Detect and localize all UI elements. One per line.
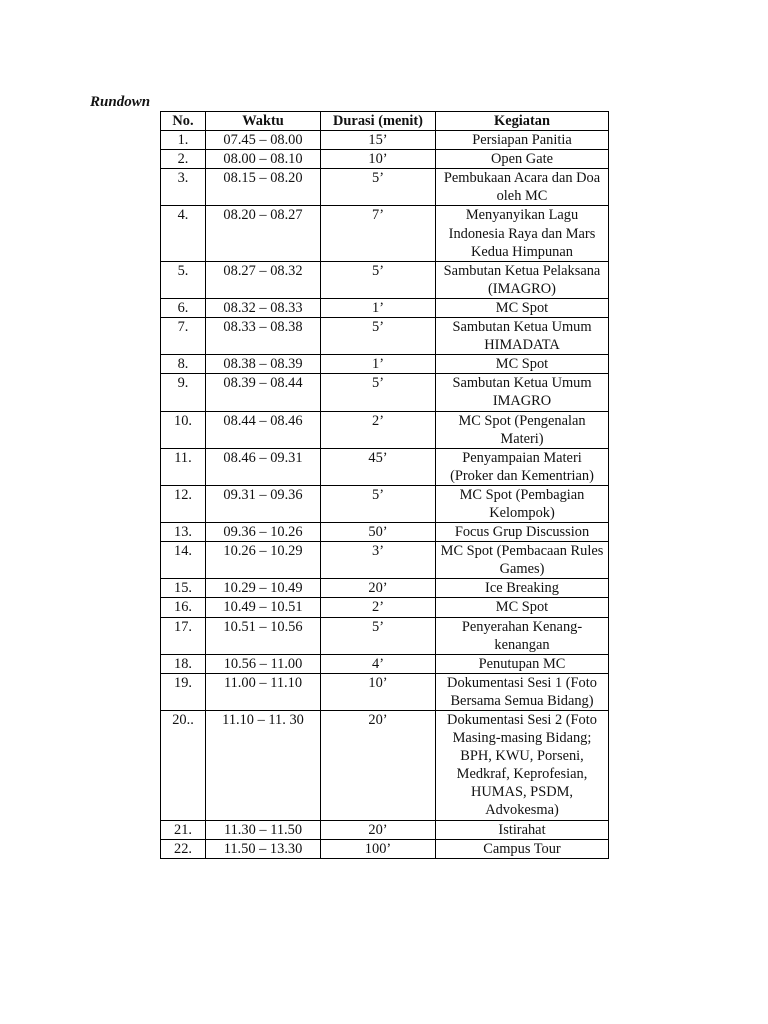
cell-waktu: 11.30 – 11.50 — [206, 820, 321, 839]
cell-durasi: 100’ — [321, 839, 436, 858]
table-row — [161, 673, 609, 710]
cell-no: 4. — [161, 206, 206, 261]
table-row — [161, 485, 609, 522]
cell-durasi: 5’ — [321, 261, 436, 298]
cell-waktu: 10.49 – 10.51 — [206, 598, 321, 617]
cell-durasi: 5’ — [321, 485, 436, 522]
cell-no: 7. — [161, 318, 206, 355]
cell-waktu: 08.27 – 08.32 — [206, 261, 321, 298]
cell-kegiatan: Ice Breaking — [436, 579, 609, 598]
cell-no: 14. — [161, 542, 206, 579]
cell-kegiatan: MC Spot (Pembacaan Rules Games) — [436, 542, 609, 579]
cell-durasi: 45’ — [321, 448, 436, 485]
table-row — [161, 261, 609, 298]
cell-durasi: 2’ — [321, 411, 436, 448]
cell-kegiatan: Penyerahan Kenang-kenangan — [436, 617, 609, 654]
header-kegiatan: Kegiatan — [436, 112, 609, 131]
cell-durasi: 3’ — [321, 542, 436, 579]
table-row — [161, 654, 609, 673]
cell-kegiatan: Penyampaian Materi (Proker dan Kementrian) — [436, 448, 609, 485]
table-row — [161, 523, 609, 542]
cell-kegiatan: Menyanyikan Lagu Indonesia Raya dan Mars Kedua Himpunan — [436, 206, 609, 261]
cell-no: 17. — [161, 617, 206, 654]
cell-kegiatan: MC Spot (Pembagian Kelompok) — [436, 485, 609, 522]
cell-no: 18. — [161, 654, 206, 673]
cell-kegiatan: Penutupan MC — [436, 654, 609, 673]
cell-kegiatan: Open Gate — [436, 150, 609, 169]
cell-durasi: 7’ — [321, 206, 436, 261]
table-row — [161, 150, 609, 169]
cell-kegiatan: MC Spot — [436, 298, 609, 317]
cell-kegiatan: Sambutan Ketua Umum HIMADATA — [436, 318, 609, 355]
table-row — [161, 355, 609, 374]
cell-waktu: 09.36 – 10.26 — [206, 523, 321, 542]
cell-waktu: 11.00 – 11.10 — [206, 673, 321, 710]
cell-no: 9. — [161, 374, 206, 411]
cell-waktu: 10.56 – 11.00 — [206, 654, 321, 673]
cell-kegiatan: Istirahat — [436, 820, 609, 839]
cell-kegiatan: Pembukaan Acara dan Doa oleh MC — [436, 169, 609, 206]
table-row — [161, 448, 609, 485]
cell-no: 15. — [161, 579, 206, 598]
cell-no: 12. — [161, 485, 206, 522]
cell-waktu: 08.44 – 08.46 — [206, 411, 321, 448]
cell-waktu: 10.26 – 10.29 — [206, 542, 321, 579]
table-row — [161, 617, 609, 654]
cell-no: 8. — [161, 355, 206, 374]
cell-durasi: 50’ — [321, 523, 436, 542]
cell-waktu: 08.38 – 08.39 — [206, 355, 321, 374]
cell-durasi: 10’ — [321, 673, 436, 710]
cell-kegiatan: Sambutan Ketua Umum IMAGRO — [436, 374, 609, 411]
cell-kegiatan: MC Spot (Pengenalan Materi) — [436, 411, 609, 448]
cell-waktu: 08.00 – 08.10 — [206, 150, 321, 169]
cell-no: 21. — [161, 820, 206, 839]
header-no: No. — [161, 112, 206, 131]
table-row — [161, 598, 609, 617]
cell-no: 16. — [161, 598, 206, 617]
table-row — [161, 839, 609, 858]
cell-kegiatan: Dokumentasi Sesi 1 (Foto Bersama Semua Bidang) — [436, 673, 609, 710]
table-header-row — [161, 112, 609, 131]
cell-durasi: 20’ — [321, 820, 436, 839]
cell-kegiatan: MC Spot — [436, 598, 609, 617]
table-row — [161, 131, 609, 150]
cell-no: 19. — [161, 673, 206, 710]
cell-waktu: 08.15 – 08.20 — [206, 169, 321, 206]
cell-kegiatan: Sambutan Ketua Pelaksana (IMAGRO) — [436, 261, 609, 298]
cell-waktu: 08.39 – 08.44 — [206, 374, 321, 411]
cell-durasi: 1’ — [321, 355, 436, 374]
cell-durasi: 1’ — [321, 298, 436, 317]
table-row — [161, 374, 609, 411]
cell-no: 5. — [161, 261, 206, 298]
table-row — [161, 318, 609, 355]
cell-waktu: 10.51 – 10.56 — [206, 617, 321, 654]
table-row — [161, 820, 609, 839]
cell-durasi: 5’ — [321, 374, 436, 411]
cell-no: 10. — [161, 411, 206, 448]
cell-durasi: 10’ — [321, 150, 436, 169]
cell-kegiatan: Dokumentasi Sesi 2 (Foto Masing-masing Bidang; BPH, KWU, Porseni, Medkraf, Keprofesian, HUMAS, PSDM, Advokesma) — [436, 711, 609, 821]
cell-no: 3. — [161, 169, 206, 206]
header-waktu: Waktu — [206, 112, 321, 131]
document-heading: Rundown — [90, 94, 151, 110]
table-row — [161, 579, 609, 598]
cell-durasi: 5’ — [321, 169, 436, 206]
cell-waktu: 08.32 – 08.33 — [206, 298, 321, 317]
cell-no: 1. — [161, 131, 206, 150]
table-row — [161, 169, 609, 206]
cell-durasi: 4’ — [321, 654, 436, 673]
cell-no: 22. — [161, 839, 206, 858]
cell-kegiatan: Persiapan Panitia — [436, 131, 609, 150]
table-body — [161, 131, 609, 859]
table-row — [161, 298, 609, 317]
table-row — [161, 542, 609, 579]
cell-durasi: 5’ — [321, 617, 436, 654]
cell-no: 6. — [161, 298, 206, 317]
table-row — [161, 411, 609, 448]
cell-no: 11. — [161, 448, 206, 485]
cell-waktu: 08.46 – 09.31 — [206, 448, 321, 485]
cell-durasi: 20’ — [321, 579, 436, 598]
cell-durasi: 20’ — [321, 711, 436, 821]
table-row — [161, 206, 609, 261]
cell-no: 20.. — [161, 711, 206, 821]
cell-no: 2. — [161, 150, 206, 169]
cell-waktu: 11.50 – 13.30 — [206, 839, 321, 858]
cell-waktu: 08.20 – 08.27 — [206, 206, 321, 261]
table-row — [161, 711, 609, 821]
header-durasi: Durasi (menit) — [321, 112, 436, 131]
cell-durasi: 2’ — [321, 598, 436, 617]
cell-kegiatan: Campus Tour — [436, 839, 609, 858]
cell-kegiatan: MC Spot — [436, 355, 609, 374]
cell-waktu: 10.29 – 10.49 — [206, 579, 321, 598]
cell-waktu: 11.10 – 11. 30 — [206, 711, 321, 821]
cell-durasi: 15’ — [321, 131, 436, 150]
cell-durasi: 5’ — [321, 318, 436, 355]
cell-waktu: 08.33 – 08.38 — [206, 318, 321, 355]
cell-waktu: 09.31 – 09.36 — [206, 485, 321, 522]
rundown-table — [160, 111, 609, 859]
cell-kegiatan: Focus Grup Discussion — [436, 523, 609, 542]
cell-waktu: 07.45 – 08.00 — [206, 131, 321, 150]
cell-no: 13. — [161, 523, 206, 542]
